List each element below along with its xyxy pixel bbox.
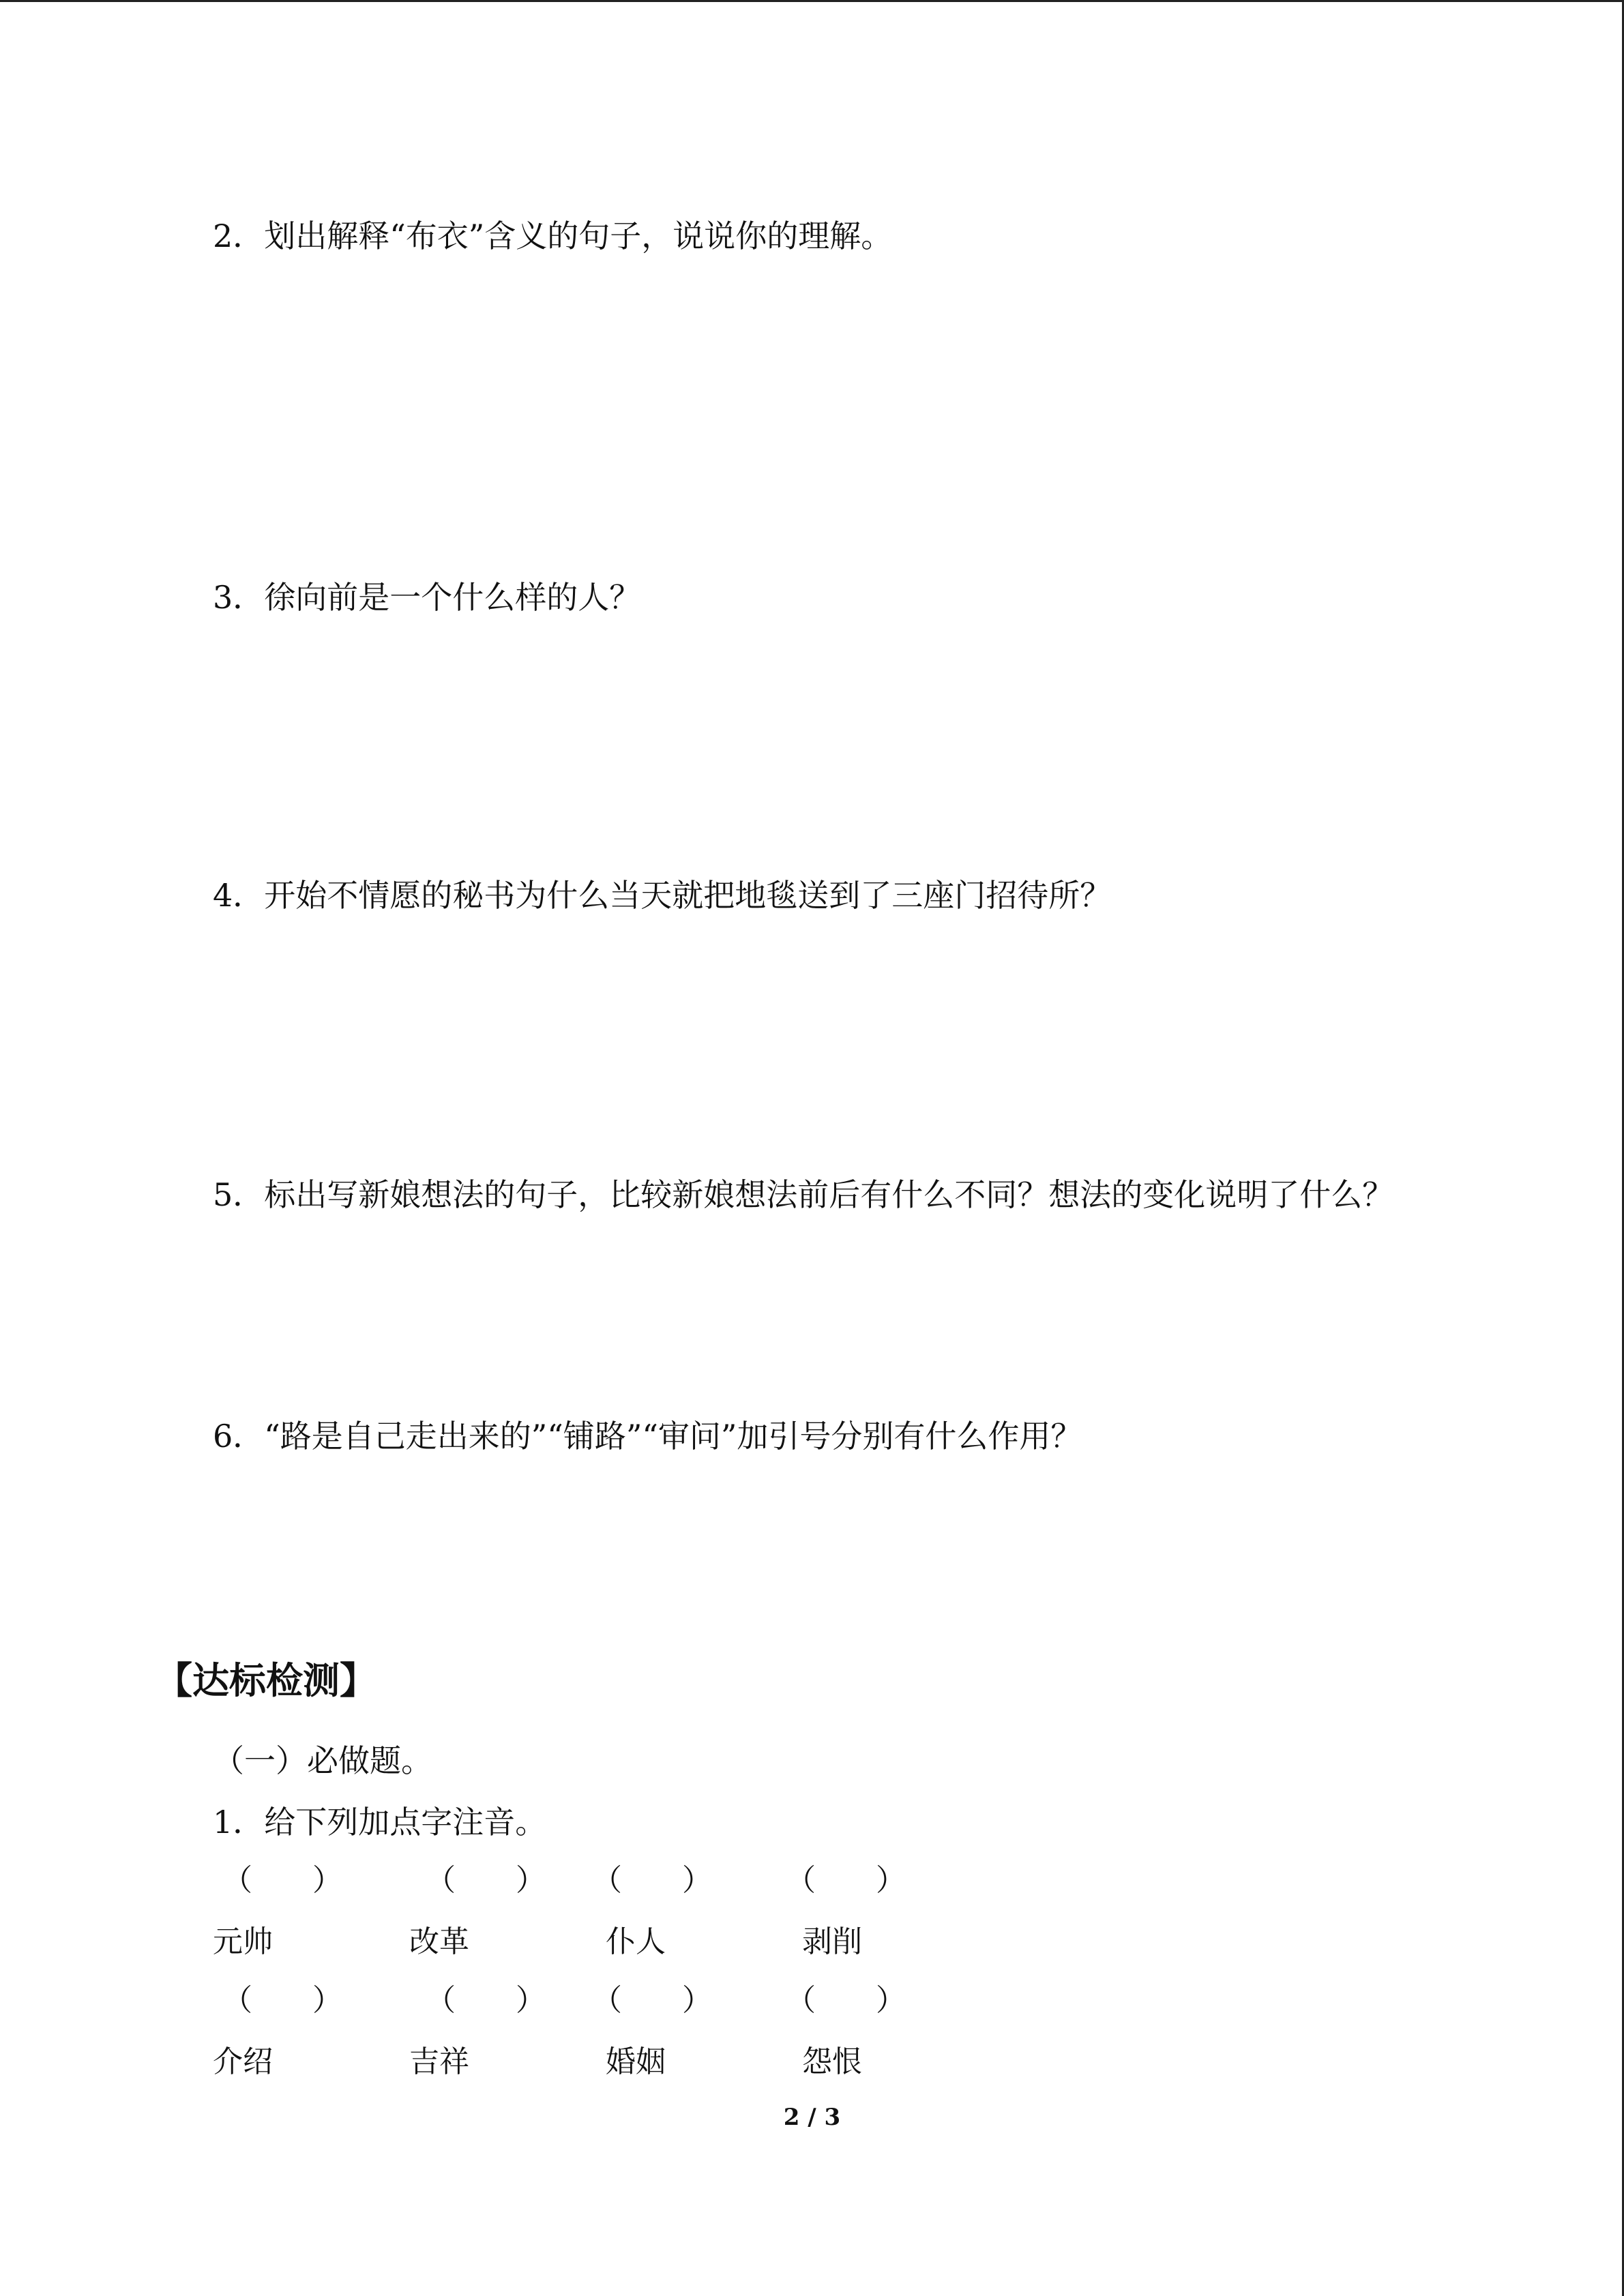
word: 改革: [409, 1924, 469, 1959]
pinyin-blank[interactable]: （ ）: [426, 1983, 546, 2018]
word: 婚姻: [606, 2044, 666, 2079]
page-number: 2 / 3: [783, 2104, 841, 2131]
pinyin-blank[interactable]: （ ）: [592, 1863, 712, 1898]
pinyin-blank[interactable]: （ ）: [222, 1983, 342, 2018]
item-1-instruction: 1．给下列加点字注音。: [213, 1804, 547, 1840]
pinyin-blank-row-2: [213, 1980, 963, 2021]
word-row-2: [213, 2042, 963, 2083]
pinyin-blank[interactable]: （ ）: [592, 1983, 712, 2018]
question-5: 5．标出写新娘想法的句子，比较新娘想法前后有什么不同？想法的变化说明了什么？: [213, 1176, 1394, 1213]
part-1-label: （一）必做题。: [213, 1742, 432, 1779]
question-3: 3．徐向前是一个什么样的人？: [213, 579, 641, 616]
page-border-top: [0, 0, 1624, 2]
word: 怨恨: [802, 2044, 862, 2079]
pinyin-blank-row-1: [213, 1860, 963, 1901]
question-6: 6．“路是自己走出来的”“铺路”“审问”加引号分别有什么作用？: [213, 1418, 1082, 1455]
pinyin-blank[interactable]: （ ）: [222, 1863, 342, 1898]
word: 吉祥: [409, 2044, 469, 2079]
word: 元帅: [213, 1924, 273, 1959]
section-title: 【达标检测】: [156, 1659, 377, 1702]
pinyin-blank[interactable]: （ ）: [786, 1863, 906, 1898]
word-row-1: [213, 1922, 963, 1963]
question-2: 2．划出解释“布衣”含义的句子，说说你的理解。: [213, 218, 893, 254]
word: 介绍: [213, 2044, 273, 2079]
word: 仆人: [606, 1924, 666, 1959]
pinyin-blank[interactable]: （ ）: [426, 1863, 546, 1898]
pinyin-blank[interactable]: （ ）: [786, 1983, 906, 2018]
word: 剥削: [802, 1924, 862, 1959]
question-4: 4．开始不情愿的秘书为什么当天就把地毯送到了三座门招待所？: [213, 877, 1112, 914]
